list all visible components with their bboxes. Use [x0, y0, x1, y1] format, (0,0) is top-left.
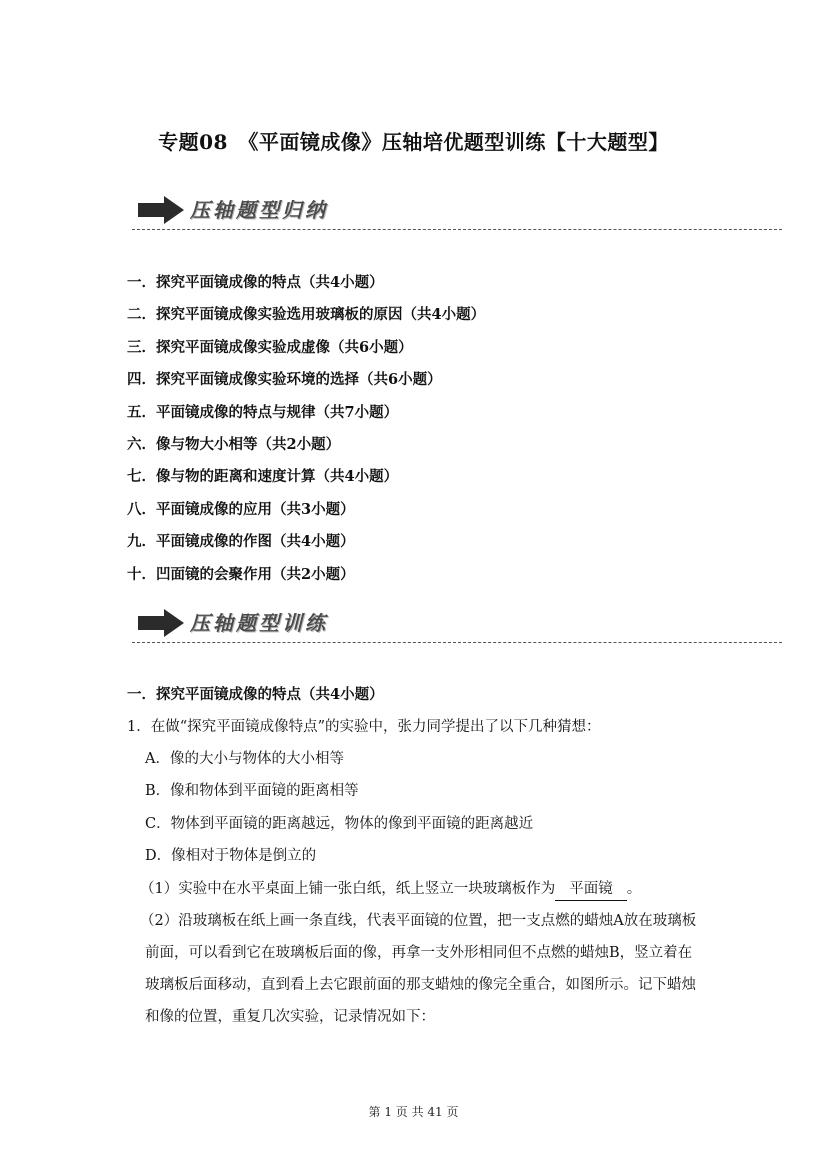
section-banner-training — [132, 603, 782, 643]
arrow-right-icon — [138, 609, 184, 637]
topic-item: 八．平面镜成像的应用（共3小题） — [127, 500, 355, 518]
answer-blank: 平面镜 — [555, 878, 627, 901]
arrow-right-icon — [138, 196, 184, 224]
topic-item: 三．探究平面镜成像实验成虚像（共6小题） — [127, 338, 413, 356]
document-title: 专题08 《平面镜成像》压轴培优题型训练【十大题型】 — [158, 130, 669, 154]
banner-label: 压轴题型训练 — [190, 611, 328, 635]
topic-item: 四．探究平面镜成像实验环境的选择（共6小题） — [127, 371, 442, 389]
option-a: A．像的大小与物体的大小相等 — [145, 751, 344, 767]
sub-question-1 — [140, 878, 641, 901]
sub-question-2-line: 和像的位置，重复几次实验，记录情况如下： — [145, 1009, 435, 1025]
topic-item: 十．凹面镜的会聚作用（共2小题） — [127, 565, 355, 583]
sub-question-2-line: 前面，可以看到它在玻璃板后面的像，再拿一支外形相同但不点燃的蜡烛B，竖立着在 — [145, 945, 693, 961]
topic-item: 九．平面镜成像的作图（共4小题） — [127, 533, 355, 551]
topic-item: 五．平面镜成像的特点与规律（共7小题） — [127, 403, 399, 421]
page-footer: 第 1 页 共 41 页 — [368, 1105, 459, 1119]
banner-divider — [132, 642, 782, 643]
sub-question-1-text: （1）实验中在水平桌面上铺一张白纸，纸上竖立一块玻璃板作为 — [140, 881, 556, 897]
topic-list — [127, 272, 485, 596]
topic-item: 一．探究平面镜成像的特点（共4小题） — [127, 274, 384, 291]
section-heading: 一．探究平面镜成像的特点（共4小题） — [127, 686, 384, 703]
sub-question-2-line: （2）沿玻璃板在纸上画一条直线，代表平面镜的位置，把一支点燃的蜡烛A放在玻璃板 — [140, 913, 697, 929]
question-stem: 1．在做“探究平面镜成像特点”的实验中，张力同学提出了以下几种猜想： — [127, 719, 601, 735]
sub-question-2-line: 玻璃板后面移动，直到看上去它跟前面的那支蜡烛的像完全重合，如图所示。记下蜡烛 — [145, 977, 696, 993]
option-b: B．像和物体到平面镜的距离相等 — [145, 783, 359, 799]
banner-divider — [132, 229, 782, 230]
topic-item: 七．像与物的距离和速度计算（共4小题） — [127, 468, 399, 486]
section-banner-summary — [132, 190, 782, 230]
option-d: D．像相对于物体是倒立的 — [145, 848, 317, 864]
option-c: C．物体到平面镜的距离越远，物体的像到平面镜的距离越近 — [145, 816, 534, 832]
banner-label: 压轴题型归纳 — [190, 198, 328, 222]
topic-item: 六．像与物大小相等（共2小题） — [127, 435, 341, 453]
sub-question-1-end: 。 — [626, 881, 642, 897]
topic-item: 二．探究平面镜成像实验选用玻璃板的原因（共4小题） — [127, 306, 486, 324]
